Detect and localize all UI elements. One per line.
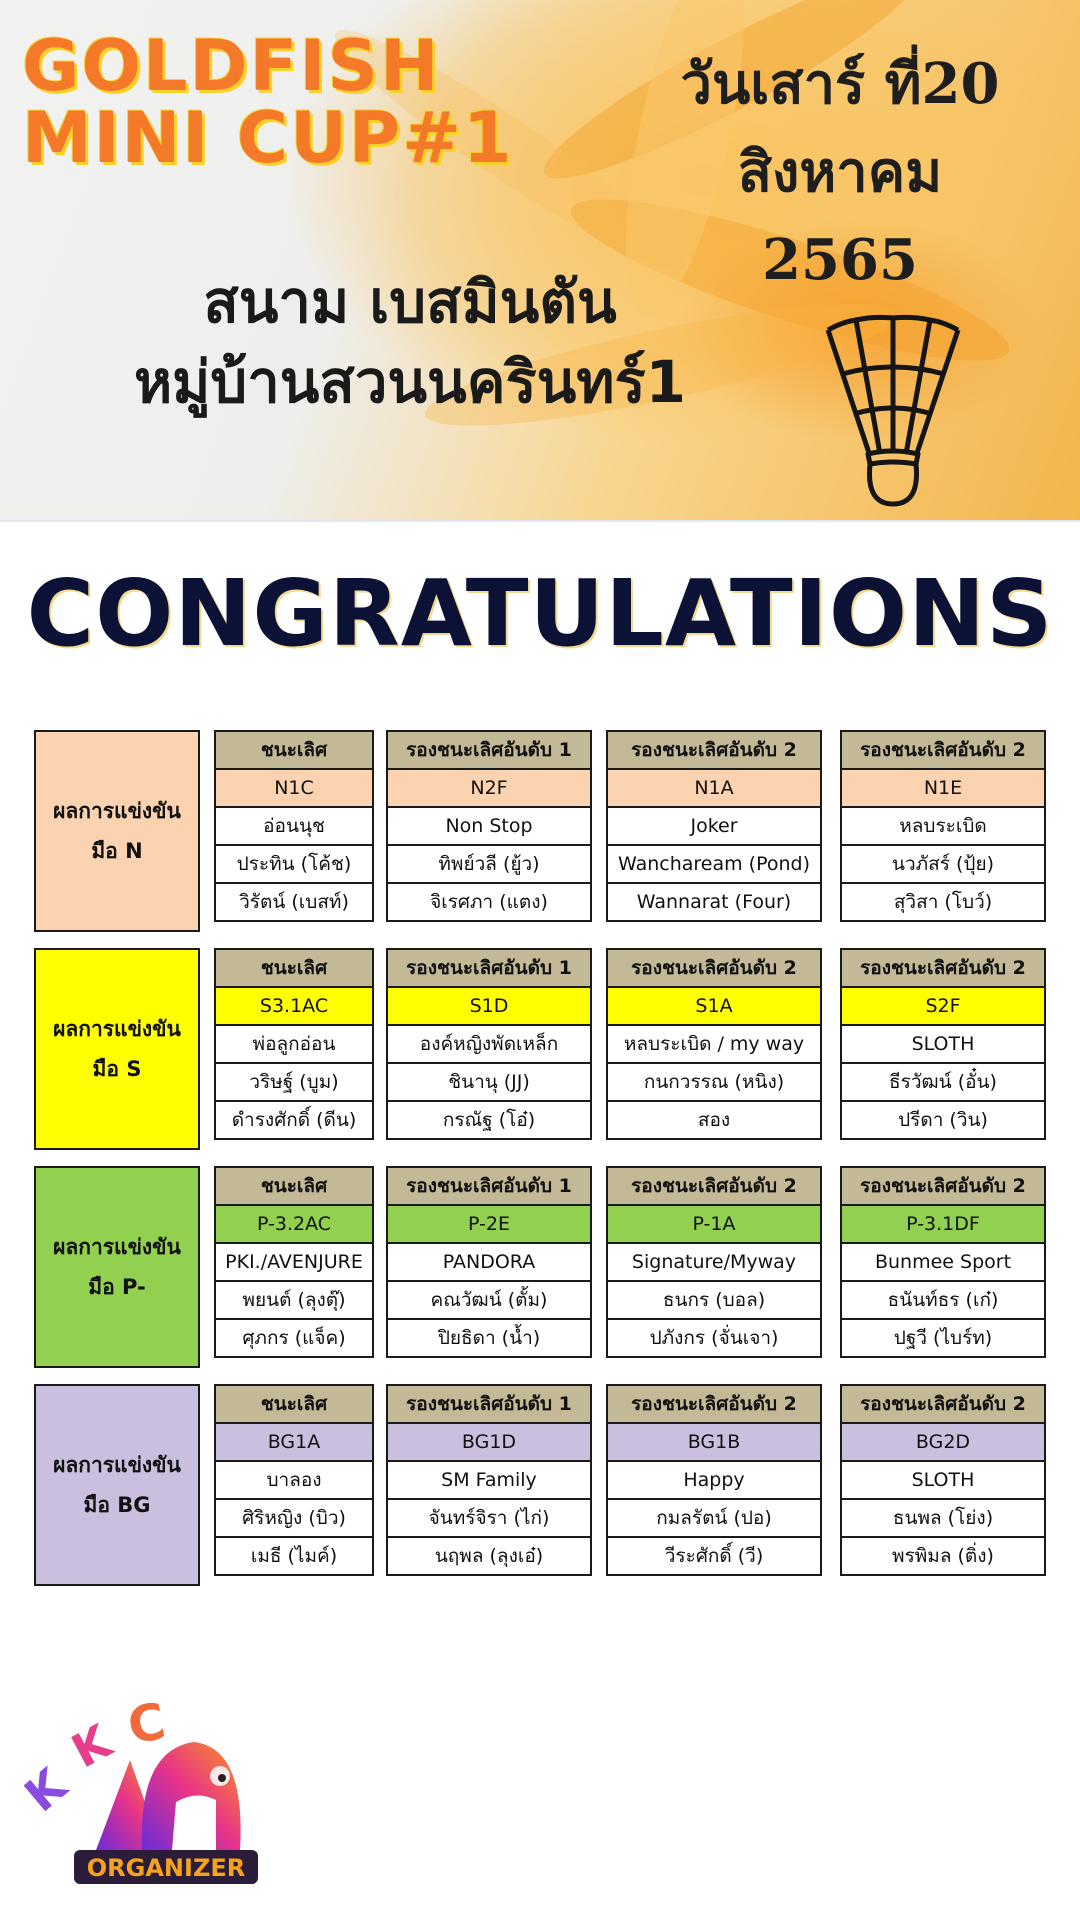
result-column-champion: [214, 1166, 374, 1368]
player-name: กมลรัตน์ (ปอ): [606, 1498, 822, 1538]
event-date-line1: วันเสาร์ ที่20: [680, 51, 1000, 117]
result-column-runner-up-2b: [840, 1384, 1046, 1586]
team-code: S1A: [606, 986, 822, 1026]
player-name: ปรีดา (วิน): [840, 1100, 1046, 1140]
result-column-runner-up-2a: [606, 948, 822, 1150]
team-code: P-3.1DF: [840, 1204, 1046, 1244]
rank-header: รองชนะเลิศอันดับ 2: [606, 948, 822, 988]
team-name: SLOTH: [840, 1024, 1046, 1064]
result-column-runner-up-2b: [840, 948, 1046, 1150]
team-code: N1C: [214, 768, 374, 808]
congratulations-heading: CONGRATULATIONS: [26, 560, 1054, 667]
rank-header: รองชนะเลิศอันดับ 2: [840, 1166, 1046, 1206]
player-name: กรณัฐ (โอ๋): [386, 1100, 592, 1140]
category-label: [34, 730, 200, 932]
category-label-line2: มือ BG: [83, 1493, 151, 1517]
team-code: BG1A: [214, 1422, 374, 1462]
player-name: ศิริหญิง (บิว): [214, 1498, 374, 1538]
category-label-line1: ผลการแข่งขัน: [53, 799, 181, 823]
category-label: [34, 1166, 200, 1368]
rank-header: ชนะเลิศ: [214, 1384, 374, 1424]
result-column-runner-up-2b: [840, 1166, 1046, 1368]
result-column-champion: [214, 1384, 374, 1586]
player-name: นฤพล (ลุงเอ๋): [386, 1536, 592, 1576]
team-name: อ่อนนุช: [214, 806, 374, 846]
player-name: ธนกร (บอล): [606, 1280, 822, 1320]
team-code: BG2D: [840, 1422, 1046, 1462]
player-name: คณวัฒน์ (ตั้ม): [386, 1280, 592, 1320]
rank-header: รองชนะเลิศอันดับ 2: [606, 1166, 822, 1206]
team-name: พ่อลูกอ่อน: [214, 1024, 374, 1064]
team-name: SM Family: [386, 1460, 592, 1500]
team-code: N1A: [606, 768, 822, 808]
event-title: [22, 25, 582, 179]
rank-header: รองชนะเลิศอันดับ 1: [386, 1166, 592, 1206]
player-name: ปิยธิดา (น้ำ): [386, 1318, 592, 1358]
result-column-runner-up-1: [386, 1384, 592, 1586]
event-venue-line1: สนาม เบสมินตัน: [203, 268, 617, 336]
player-name: ปฐวี (ไบร์ท): [840, 1318, 1046, 1358]
player-name: วริษฐ์ (บูม): [214, 1062, 374, 1102]
event-title-line1: GOLDFISH: [22, 25, 441, 107]
results-tables: [34, 730, 1046, 1602]
shuttlecock-icon: [818, 318, 968, 508]
kkc-organizer-logo: [14, 1690, 266, 1890]
team-code: S3.1AC: [214, 986, 374, 1026]
player-name: Wanchaream (Pond): [606, 844, 822, 884]
team-code: N2F: [386, 768, 592, 808]
rank-header: ชนะเลิศ: [214, 1166, 374, 1206]
rank-header: รองชนะเลิศอันดับ 2: [606, 730, 822, 770]
results-block-bg: [34, 1384, 1046, 1586]
rank-header: รองชนะเลิศอันดับ 2: [606, 1384, 822, 1424]
category-label-line2: มือ P-: [88, 1275, 146, 1299]
team-name: หลบระเบิด / my way: [606, 1024, 822, 1064]
player-name: จันทร์จิรา (ไก่): [386, 1498, 592, 1538]
team-code: P-1A: [606, 1204, 822, 1244]
player-name: สุวิสา (โบว์): [840, 882, 1046, 922]
event-title-line2: MINI CUP#1: [22, 97, 514, 179]
category-label-line1: ผลการแข่งขัน: [53, 1453, 181, 1477]
result-column-champion: [214, 730, 374, 932]
team-name: PANDORA: [386, 1242, 592, 1282]
player-name: ประทิน (โค้ช): [214, 844, 374, 884]
rank-header: รองชนะเลิศอันดับ 2: [840, 730, 1046, 770]
event-date-line3: 2565: [762, 227, 918, 293]
result-column-runner-up-2b: [840, 730, 1046, 932]
category-label-line1: ผลการแข่งขัน: [53, 1235, 181, 1259]
results-block-n: [34, 730, 1046, 932]
player-name: กนกวรรณ (หนิง): [606, 1062, 822, 1102]
category-label: [34, 1384, 200, 1586]
player-name: พยนต์ (ลุงตุ๊): [214, 1280, 374, 1320]
rank-header: ชนะเลิศ: [214, 730, 374, 770]
result-column-runner-up-1: [386, 948, 592, 1150]
banner-divider: [0, 520, 1080, 522]
rank-header: รองชนะเลิศอันดับ 2: [840, 1384, 1046, 1424]
player-name: จิเรศภา (แตง): [386, 882, 592, 922]
player-name: ทิพย์วลี (ยู้ว): [386, 844, 592, 884]
team-name: Signature/Myway: [606, 1242, 822, 1282]
svg-text:C: C: [123, 1691, 170, 1756]
team-name: Bunmee Sport: [840, 1242, 1046, 1282]
player-name: พรพิมล (ติ่ง): [840, 1536, 1046, 1576]
team-code: BG1B: [606, 1422, 822, 1462]
team-name: Non Stop: [386, 806, 592, 846]
rank-header: รองชนะเลิศอันดับ 1: [386, 730, 592, 770]
result-column-runner-up-2a: [606, 730, 822, 932]
player-name: วีระศักดิ์ (วี): [606, 1536, 822, 1576]
player-name: วิรัตน์ (เบสท์): [214, 882, 374, 922]
rank-header: รองชนะเลิศอันดับ 1: [386, 1384, 592, 1424]
player-name: Wannarat (Four): [606, 882, 822, 922]
player-name: นวภัสร์ (ปุ้ย): [840, 844, 1046, 884]
category-label-line2: มือ S: [92, 1057, 142, 1081]
player-name: สอง: [606, 1100, 822, 1140]
result-column-runner-up-1: [386, 730, 592, 932]
results-block-s: [34, 948, 1046, 1150]
team-name: องค์หญิงพัดเหล็ก: [386, 1024, 592, 1064]
rank-header: ชนะเลิศ: [214, 948, 374, 988]
team-code: N1E: [840, 768, 1046, 808]
event-venue-line2: หมู่บ้านสวนนครินทร์1: [133, 348, 687, 416]
team-code: S2F: [840, 986, 1046, 1026]
team-code: P-2E: [386, 1204, 592, 1244]
team-code: P-3.2AC: [214, 1204, 374, 1244]
team-name: PKI./AVENJURE: [214, 1242, 374, 1282]
player-name: ดำรงศักดิ์ (ดีน): [214, 1100, 374, 1140]
result-column-runner-up-2a: [606, 1166, 822, 1368]
event-date-line2: สิงหาคม: [737, 139, 943, 205]
svg-text:K: K: [14, 1757, 77, 1823]
svg-text:K: K: [62, 1713, 120, 1779]
category-label: [34, 948, 200, 1150]
team-name: Joker: [606, 806, 822, 846]
event-banner: [0, 0, 1080, 520]
rank-header: รองชนะเลิศอันดับ 1: [386, 948, 592, 988]
team-name: SLOTH: [840, 1460, 1046, 1500]
category-label-line2: มือ N: [91, 839, 143, 863]
team-name: บาลอง: [214, 1460, 374, 1500]
svg-text:ORGANIZER: ORGANIZER: [86, 1854, 246, 1882]
results-block-p: [34, 1166, 1046, 1368]
category-label-line1: ผลการแข่งขัน: [53, 1017, 181, 1041]
team-code: S1D: [386, 986, 592, 1026]
result-column-runner-up-2a: [606, 1384, 822, 1586]
player-name: ธีรวัฒน์ (อั๋น): [840, 1062, 1046, 1102]
team-name: Happy: [606, 1460, 822, 1500]
team-code: BG1D: [386, 1422, 592, 1462]
player-name: ปภังกร (จั่นเจา): [606, 1318, 822, 1358]
player-name: ธนันท์ธร (เก๋): [840, 1280, 1046, 1320]
result-column-runner-up-1: [386, 1166, 592, 1368]
event-venue: [20, 262, 800, 422]
player-name: ธนพล (โย่ง): [840, 1498, 1046, 1538]
team-name: หลบระเบิด: [840, 806, 1046, 846]
player-name: ศุภกร (แจ็ค): [214, 1318, 374, 1358]
rank-header: รองชนะเลิศอันดับ 2: [840, 948, 1046, 988]
player-name: เมธี (ไมค์): [214, 1536, 374, 1576]
player-name: ชินานุ (JJ): [386, 1062, 592, 1102]
result-column-champion: [214, 948, 374, 1150]
